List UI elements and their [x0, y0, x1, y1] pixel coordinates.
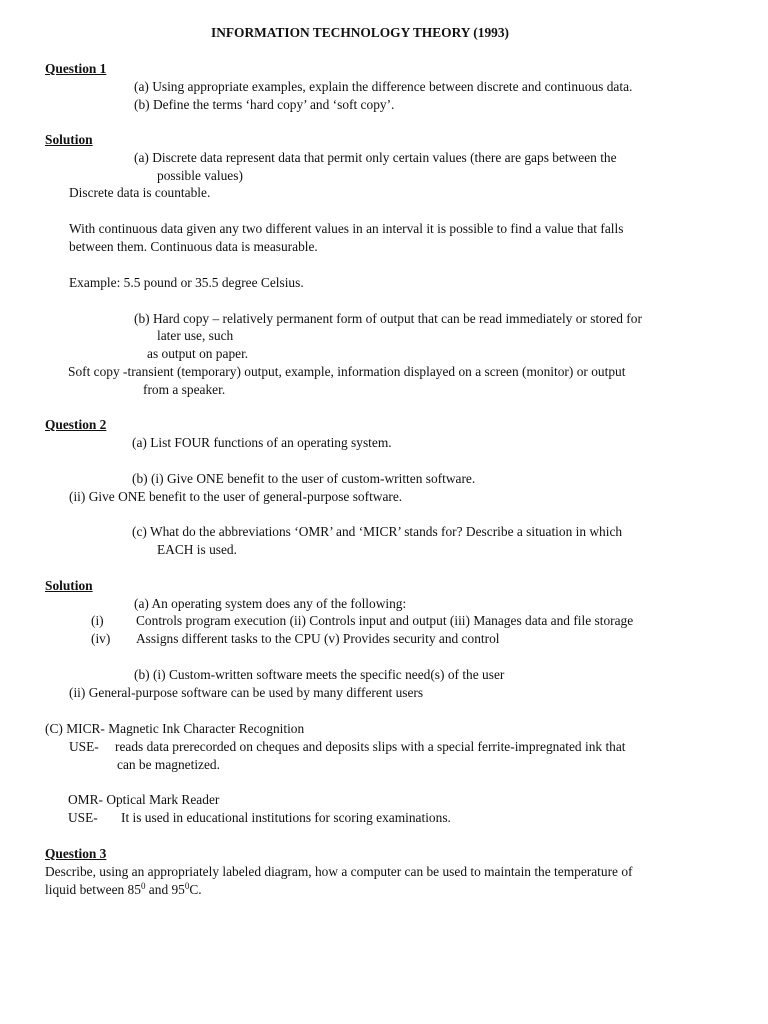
solution-2-micr-use-label: USE- [69, 739, 99, 754]
question-3-line2 [45, 881, 202, 899]
solution-2-item-i-text: Controls program execution (ii) Controls input and output (iii) Manages data and file storage [136, 613, 634, 628]
question-2-part-c-line2: EACH is used. [157, 542, 237, 557]
solution-1-b-line2: later use, such [157, 328, 234, 343]
question-3-heading: Question 3 [45, 846, 107, 861]
solution-1-continuous-line2: between them. Continuous data is measurable. [69, 239, 318, 254]
solution-2-item-i-number: (i) [91, 613, 104, 628]
solution-2-item-iv-text: Assigns different tasks to the CPU (v) Provides security and control [136, 631, 500, 646]
solution-1-a-line1: (a) Discrete data represent data that permit only certain values (there are gaps between the [134, 150, 617, 165]
solution-2-omr-use-text: It is used in educational institutions for scoring examinations. [121, 810, 451, 825]
degree-superscript-2: 0 [184, 881, 190, 891]
solution-1-heading: Solution [45, 132, 93, 147]
question-1-heading: Question 1 [45, 61, 107, 76]
question-3-text-b: and 95 [145, 882, 185, 897]
question-3-text-a: liquid between 85 [45, 882, 141, 897]
solution-1-continuous-line1: With continuous data given any two different values in an interval it is possible to find a value that falls [69, 221, 624, 236]
solution-2-micr-use-text: reads data prerecorded on cheques and deposits slips with a special ferrite-impregnated ink that [115, 739, 626, 754]
solution-2-omr-use-label: USE- [68, 810, 98, 825]
question-3-line1: Describe, using an appropriately labeled diagram, how a computer can be used to maintain the temperature of [45, 864, 633, 879]
question-2-part-a: (a) List FOUR functions of an operating system. [132, 435, 392, 450]
document-title: INFORMATION TECHNOLOGY THEORY (1993) [211, 25, 509, 40]
solution-2-b-ii: (ii) General-purpose software can be used by many different users [69, 685, 424, 700]
solution-1-soft-copy-line2: from a speaker. [143, 382, 226, 397]
solution-1-soft-copy-line1: Soft copy -transient (temporary) output, example, information displayed on a screen (monitor) or output [68, 364, 626, 379]
question-2-part-b-i: (b) (i) Give ONE benefit to the user of custom-written software. [132, 471, 476, 486]
question-2-heading: Question 2 [45, 417, 107, 432]
question-1-part-a: (a) Using appropriate examples, explain the difference between discrete and continuous data. [134, 79, 633, 94]
solution-2-a-intro: (a) An operating system does any of the following: [134, 596, 407, 611]
solution-1-b-line1: (b) Hard copy – relatively permanent form of output that can be read immediately or stored for [134, 311, 642, 326]
question-2-part-b-ii: (ii) Give ONE benefit to the user of general-purpose software. [69, 489, 403, 504]
solution-1-a-line2: possible values) [157, 168, 243, 183]
solution-2-b-i: (b) (i) Custom-written software meets the specific need(s) of the user [134, 667, 505, 682]
question-1-part-b: (b) Define the terms ‘hard copy’ and ‘soft copy’. [134, 97, 395, 112]
solution-1-a-line3: Discrete data is countable. [69, 185, 211, 200]
solution-2-micr-use-continued: can be magnetized. [117, 757, 220, 772]
solution-1-b-line3: as output on paper. [147, 346, 249, 361]
degree-superscript-1: 0 [140, 881, 146, 891]
solution-2-heading: Solution [45, 578, 93, 593]
question-3-text-c: C. [189, 882, 202, 897]
solution-2-item-iv-number: (iv) [91, 631, 111, 646]
solution-2-omr: OMR- Optical Mark Reader [68, 792, 220, 807]
question-2-part-c-line1: (c) What do the abbreviations ‘OMR’ and ‘MICR’ stands for? Describe a situation in which [132, 524, 623, 539]
solution-1-example: Example: 5.5 pound or 35.5 degree Celsius. [69, 275, 304, 290]
solution-2-micr: (C) MICR- Magnetic Ink Character Recognition [45, 721, 305, 736]
